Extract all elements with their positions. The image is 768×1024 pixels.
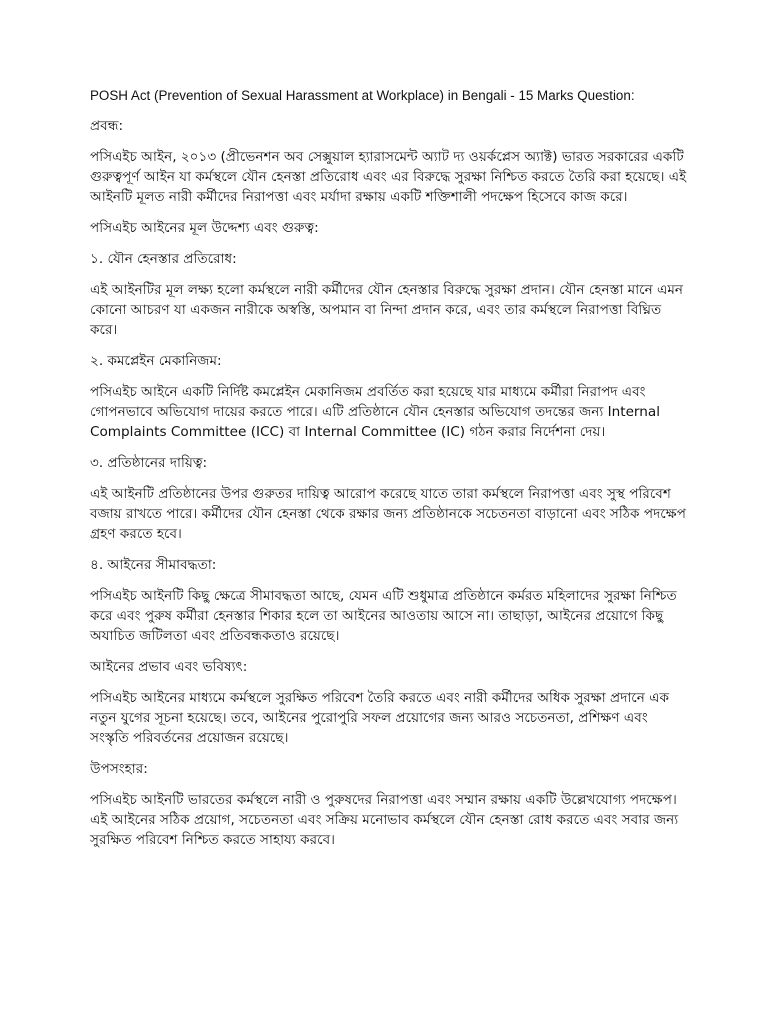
point-paragraph-1: এই আইনটির মূল লক্ষ্য হলো কর্মস্থলে নারী কর্মীদের যৌন হেনস্তার বিরুদ্ধে সুরক্ষা প্রদান। যৌন হেনস্তা মানে এমন কোনো আচরণ যা একজন নারীকে অস্বস্তি, অপমান বা নিন্দা প্রদান করে, এবং তার কর্মস্থলে নিরাপত্তা বিঘ্নিত করে।	[90, 282, 684, 338]
point-paragraph-4: পসিএইচ আইনটি কিছু ক্ষেত্রে সীমাবদ্ধতা আছে, যেমন এটি শুধুমাত্র প্রতিষ্ঠানে কর্মরত মহিলাদের সুরক্ষা নিশ্চিত করে এবং পুরুষ কর্মীরা হেনস্তার শিকার হলে তা আইনের আওতায় আসে না। তাছাড়া, আইনের প্রয়োগে কিছু অযাচিত জটিলতা এবং প্রতিবন্ধকতাও রয়েছে।	[90, 588, 677, 644]
conclusion-label: উপসংহার:	[90, 761, 148, 777]
document-title: POSH Act (Prevention of Sexual Harassment at Workplace) in Bengali - 15 Marks Question:	[90, 88, 635, 103]
point-heading-1: ১. যৌন হেনস্তার প্রতিরোধ:	[90, 251, 237, 267]
point-paragraph-3: এই আইনটি প্রতিষ্ঠানের উপর গুরুতর দায়িত্ব আরোপ করেছে যাতে তারা কর্মস্থলে নিরাপত্তা এবং সুস্থ পরিবেশ বজায় রাখতে পারে। কর্মীদের যৌন হেনস্তা থেকে রক্ষার জন্য প্রতিষ্ঠানকে সচেতনতা বাড়ানো এবং সঠিক পদক্ষেপ গ্রহণ করতে হবে।	[90, 486, 686, 542]
intro-paragraph: পসিএইচ আইন, ২০১৩ (প্রীভেনশন অব সেক্সুয়াল হ্যারাসমেন্ট অ্যাট দ্য ওয়র্কপ্লেস অ্যাক্ট) ভারত সরকারের একটি গুরুত্বপূর্ণ আইন যা কর্মস্থলে যৌন হেনস্তা প্রতিরোধ এবং এর বিরুদ্ধে সুরক্ষা নিশ্চিত করতে তৈরি করা হয়েছে। এই আইনটি মূলত নারী কর্মীদের নিরাপত্তা এবং মর্যাদা রক্ষায় একটি শক্তিশালী পদক্ষেপ হিসেবে কাজ করে।	[90, 149, 687, 205]
document-page	[90, 86, 690, 861]
section-heading-impact: আইনের প্রভাব এবং ভবিষ্যৎ:	[90, 659, 248, 675]
point-heading-3: ৩. প্রতিষ্ঠানের দায়িত্ব:	[90, 455, 208, 471]
point-heading-4: ৪. আইনের সীমাবদ্ধতা:	[90, 557, 217, 573]
section-heading-purpose: পসিএইচ আইনের মূল উদ্দেশ্য এবং গুরুত্ব:	[90, 220, 319, 236]
point-paragraph-2: পসিএইচ আইনে একটি নির্দিষ্ট কমপ্লেইন মেকানিজম প্রবর্তিত করা হয়েছে যার মাধ্যমে কর্মীরা নিরাপদ এবং গোপনভাবে অভিযোগ দায়ের করতে পারে। এটি প্রতিষ্ঠানে যৌন হেনস্তার অভিযোগ তদন্তের জন্য Internal Complaints Committee (ICC) বা Internal Committee (IC) গঠন করার নির্দেশনা দেয়।	[90, 384, 660, 440]
conclusion-paragraph: পসিএইচ আইনটি ভারতের কর্মস্থলে নারী ও পুরুষদের নিরাপত্তা এবং সম্মান রক্ষায় একটি উল্লেখযোগ্য পদক্ষেপ। এই আইনের সঠিক প্রয়োগ, সচেতনতা এবং সক্রিয় মনোভাব কর্মস্থলে যৌন হেনস্তা রোধ করতে এবং সবার জন্য সুরক্ষিত পরিবেশ নিশ্চিত করতে সাহায্য করবে।	[90, 792, 679, 848]
point-heading-2: ২. কমপ্লেইন মেকানিজম:	[90, 353, 222, 369]
essay-label: প্রবন্ধ:	[90, 118, 124, 134]
impact-paragraph: পসিএইচ আইনের মাধ্যমে কর্মস্থলে সুরক্ষিত পরিবেশ তৈরি করতে এবং নারী কর্মীদের অধিক সুরক্ষা প্রদানে এক নতুন যুগের সূচনা হয়েছে। তবে, আইনের পুরোপুরি সফল প্রয়োগের জন্য আরও সচেতনতা, প্রশিক্ষণ এবং সংস্কৃতি পরিবর্তনের প্রয়োজন রয়েছে।	[90, 690, 670, 746]
